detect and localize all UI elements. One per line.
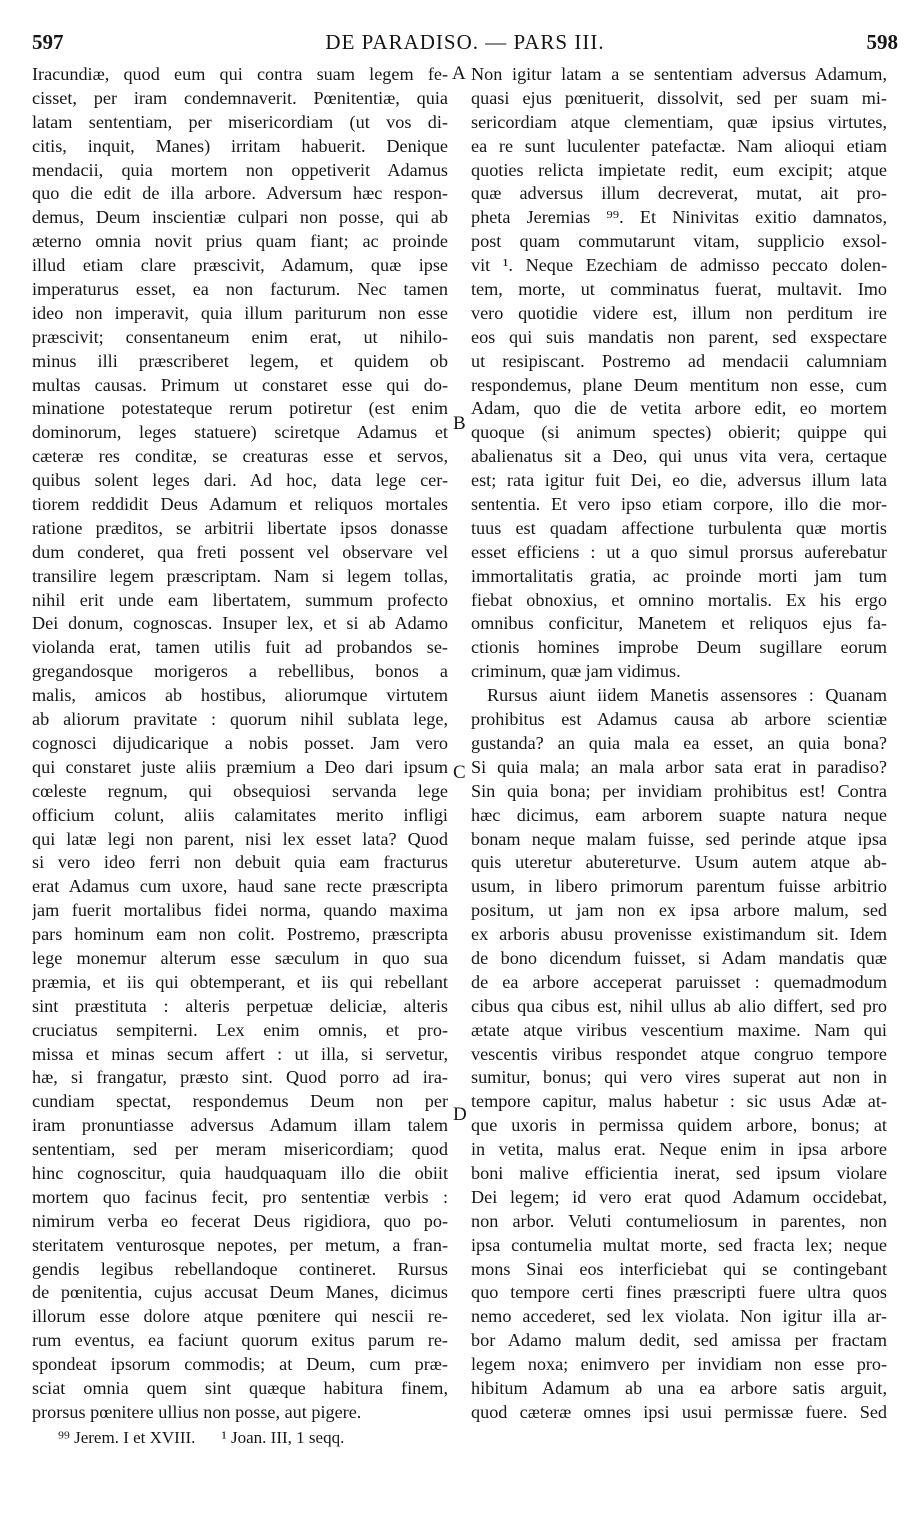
text-line: iram pronuntiasse adversus Adamum illam talem [32,1115,448,1136]
text-line: Non igitur latam a se sententiam adversus Adamum, [471,64,887,84]
text-line: cœleste regnum, qui obsequiosi servanda lege [32,780,448,801]
text-line: citis, inquit, Manes) irritam habuerit. Denique [32,135,448,156]
text-line: sciat omnia quem sint quæque habitura finem, [32,1377,448,1398]
text-line: dominorum, leges statuere) sciretque Adamus et [32,422,448,443]
text-line: legem noxa; enimvero per invidiam non esse pro- [471,1354,887,1375]
text-line: ctionis homines improbe Deum sugillare eorum [471,637,887,658]
running-header [32,30,898,64]
text-line: bonam neque malam fuisse, sed perinde atque ipsa [471,828,887,849]
text-line: positum, ut jam non ex ipsa arbore malum, sed [471,900,887,921]
text-line: violanda erat, tamen utilis fuit ad probandos se- [32,637,448,658]
text-line: quod cæteræ omnes ipsi usui permissæ fuere. Sed [471,1401,887,1422]
text-line: præscivit; consentaneum enim erat, ut nihilo- [32,326,448,347]
text-line: hinc cognoscitur, quia haudquaquam illo die obiit [32,1162,448,1183]
text-line: gregandosque morigeros a rebellibus, bonos a [32,661,448,682]
text-line: dum conderet, qua freti possent vel observare vel [32,541,448,562]
text-line: nemo accederet, sed lex violata. Non igitur illa ar- [471,1306,887,1327]
text-line: transilire legem præscriptam. Nam si legem tollas, [32,565,448,586]
text-line: qui constaret juste aliis præmium a Deo dari ipsum [32,756,448,777]
text-line: pars hominum eam non colit. Postremo, præscripta [32,924,448,945]
text-line: officium colunt, aliis calamitates merito infligi [32,804,448,825]
text-line: Dei donum, cognoscas. Insuper lex, et si ab Adamo [32,613,448,634]
text-line: boni malive efficientia inerat, sed ipsum violare [471,1162,887,1183]
text-line: demus, Deum inscientiæ culpari non posse, qui ab [32,207,448,228]
section-marker-c: C [453,762,466,783]
text-line: sententia. Et vero ipso etiam corpore, illo die mor- [471,494,887,515]
text-line: ideo non imperavit, quia illum pariturum non esse [32,302,448,323]
text-line: latam sententiam, per misericordiam (ut vos di- [32,111,448,132]
text-line: prohibitus est Adamus causa ab arbore scientiæ [471,709,887,730]
text-line: non arbor. Veluti contumeliosum in parentes, non [471,1210,887,1231]
text-line: cæteræ res conditæ, se creaturas esse et servos, [32,446,448,467]
text-line: post quam commutarunt vitam, supplicio exsol- [471,231,887,252]
text-line: mendacii, quia mortem non oppetiverit Adamus [32,159,448,180]
text-line: est; rata igitur fuit Dei, eo die, adversus illum lata [471,470,887,491]
text-line: quasi ejus pœnituerit, dissolvit, sed per suam mi- [471,87,887,108]
page-number-right: 598 [866,30,898,54]
text-line: quoties relicta impietate redit, eum excipit; atque [471,159,887,180]
text-line: usum, in libero primorum parentum fuisse arbitrio [471,876,887,897]
footnote: ¹ Joan. III, 1 seqq. [221,1428,345,1447]
left-column [32,63,448,1425]
text-line: ipsa contumelia multat morte, sed fracta lex; neque [471,1234,887,1255]
text-line: bor Adamo malum dedit, sed amissa per fractam [471,1330,887,1351]
text-line: cruciatus sempiterni. Lex enim omnis, et pro- [32,1019,448,1040]
text-line: illorum esse dolore atque pœnitere qui nescii re- [32,1306,448,1327]
text-line: de bono dicendum fuisset, si Adam mandatis quæ [471,947,887,968]
text-line: vero quotidie videre est, illum non perditum ire [471,302,887,323]
text-line: spondeat ipsorum commodis; at Deum, cum præ- [32,1354,448,1375]
text-line: multas causas. Primum ut constaret esse qui do- [32,374,448,395]
text-line: cognosci dijudicarique a nobis posset. Jam vero [32,732,448,753]
text-line: quo die edit de illa arbore. Adversum hæc respon- [32,183,448,204]
section-marker-d: D [453,1104,467,1125]
text-line: tem, morte, ut comminatus fuerat, multavit. Imo [471,279,887,300]
text-line: lege monemur alterum esse sæculum in quo sua [32,947,448,968]
text-line: imperaturus esset, ea non facturum. Nec tamen [32,279,448,300]
text-line: hæ, si frangatur, præsto sint. Quod porro ad ira- [32,1067,448,1088]
text-line: que uxoris in permissa quidem arbore, bonus; at [471,1115,887,1136]
section-marker-a: A [452,63,466,84]
text-line: steritatem venturosque nepotes, per metum, a fran- [32,1234,448,1255]
text-line: quoque (si animum spectes) obierit; quippe qui [471,422,887,443]
text-line: illud etiam clare præscivit, Adamum, quæ ipse [32,255,448,276]
text-line: quis uteretur abutereturve. Usum autem atque ab- [471,852,887,873]
text-line: jam fuerit mortalibus fidei norma, quando maxima [32,900,448,921]
text-line: si vero ideo ferri non debuit quia eam fracturus [32,852,448,873]
text-line: quibus solent leges dari. Ad hoc, data lege cer- [32,470,448,491]
text-line: fiebat obnoxius, et omnino mortalis. Ex his ergo [471,589,887,610]
text-line: vescentis viribus respondet atque congruo tempore [471,1043,887,1064]
text-line: esset efficiens : ut a quo simul prorsus auferebatur [471,541,887,562]
text-line: sententiam, sed per meram misericordiam; quod [32,1139,448,1160]
text-line: æterno omnia novit prius quam fiant; ac proinde [32,231,448,252]
page-number-left: 597 [32,30,64,54]
text-line: Sin quia bona; per invidiam prohibitus est! Contra [471,780,887,801]
text-line: Adam, quo die de vetita arbore edit, eo mortem [471,398,887,419]
text-line: vit ¹. Neque Ezechiam de admisso peccato dolen- [471,255,887,276]
text-line: criminum, quæ jam vidimus. [471,661,681,682]
text-line: præmia, et iis qui obtemperant, et iis qui rebellant [32,971,448,992]
text-line: erat Adamus cum uxore, haud sane recte præscripta [32,876,448,897]
text-line: sint præstituta : alteris perpetuæ deliciæ, alteris [32,995,448,1016]
text-line: in vetita, malus erat. Neque enim in ipsa arbore [471,1139,887,1160]
footnote: ⁹⁹ Jerem. I et XVIII. [58,1428,196,1447]
text-line: ex arboris abusu provenisse existimandum sit. Idem [471,924,887,945]
text-line: cibus qua cibus est, nihil ullus ab alio differt, sed pro [471,995,887,1016]
text-line: sumitur, bonus; qui vero vires superat aut non in [471,1067,887,1088]
text-line: mons Sinai eos interficiebat qui se contingebant [471,1258,887,1279]
section-marker-b: B [453,413,466,434]
text-line: respondemus, plane Deum mentitum non esse, cum [471,374,887,395]
text-line: ætate atque viribus vescentium maxime. Nam qui [471,1019,887,1040]
text-line: Dei legem; id vero erat quod Adamum occidebat, [471,1186,887,1207]
text-line: eos qui suis mandatis non parent, sed exspectare [471,326,887,347]
text-line: de pœnitentia, cujus accusat Deum Manes, dicimus [32,1282,448,1303]
text-line: prorsus pœnitere ullius non posse, aut pigere. [32,1401,362,1422]
text-line: nihil erit unde eam libertatem, summum profecto [32,589,448,610]
text-line: minatione potestateque rerum potiretur (est enim [32,398,448,419]
text-line: de ea arbore acceperat paruisset : quemadmodum [471,971,887,992]
text-line: Iracundiæ, quod eum qui contra suam legem fe- [32,64,448,84]
text-line: hæc dicimus, eam arborem suapte natura neque [471,804,887,825]
text-line: gustanda? an quia mala ea esset, an quia bona? [471,732,887,753]
text-line: missa et minas secum affert : ut illa, si servetur, [32,1043,448,1064]
text-line: qui latæ legi non parent, nisi lex esset lata? Quod [32,828,448,849]
right-column [471,63,887,1425]
text-line: cundiam spectat, respondemus Deum non per [32,1091,448,1112]
text-line: tiorem reddidit Deus Adamum et reliquos mortales [32,494,448,515]
text-line: Si quia mala; an mala arbor sata erat in paradiso? [471,756,887,777]
text-line: ut resipiscant. Postremo ad mendacii calumniam [471,350,887,371]
text-line: tempore capitur, malus habetur : sic usus Adæ at- [471,1091,887,1112]
text-line: quæ adversus illum decreverat, mutat, ait pro- [471,183,887,204]
text-line: quo tempore certi fines præscripti fuere ultra quos [471,1282,887,1303]
text-line: ab aliorum pravitate : quorum nihil sublata lege, [32,709,448,730]
text-line: malis, amicos ab hostibus, aliorumque virtutem [32,685,448,706]
text-line: rum eventus, ea faciunt quorum exitus parum re- [32,1330,448,1351]
text-line: tuus est quadam affectione turbulenta quæ mortis [471,517,887,538]
running-title: DE PARADISO. — PARS III. [325,30,605,54]
text-line: cisset, per iram condemnaverit. Pœnitentiæ, quia [32,87,448,108]
text-line: sericordiam atque clementiam, quæ ipsius virtutes, [471,111,887,132]
footnotes [58,1428,366,1448]
text-line: gendis legibus rebellandoque contineret. Rursus [32,1258,448,1279]
text-line: nimirum verba eo fecerat Deus rigidiora, quo po- [32,1210,448,1231]
text-line: ratione præditos, se arbitrii libertate ipsos donasse [32,517,448,538]
text-line: Rursus aiunt iidem Manetis assensores : Quanam [487,685,887,706]
text-line: immortalitatis gratia, ac proinde morti jam tum [471,565,887,586]
text-line: mortem quo facinus fecit, pro sententiæ verbis : [32,1186,448,1207]
text-line: hibitum Adamum ab una ea arbore satis arguit, [471,1377,887,1398]
text-line: pheta Jeremias ⁹⁹. Et Ninivitas exitio damnatos, [471,207,887,228]
text-line: abalienatus sit a Deo, qui unus vita vera, certaque [471,446,887,467]
text-line: minus illi præscriberet legem, et quidem ob [32,350,448,371]
text-line: omnibus conficitur, Manetem et reliquos ejus fa- [471,613,887,634]
text-line: ea re sunt luculenter patefactæ. Nam alioqui etiam [471,135,887,156]
